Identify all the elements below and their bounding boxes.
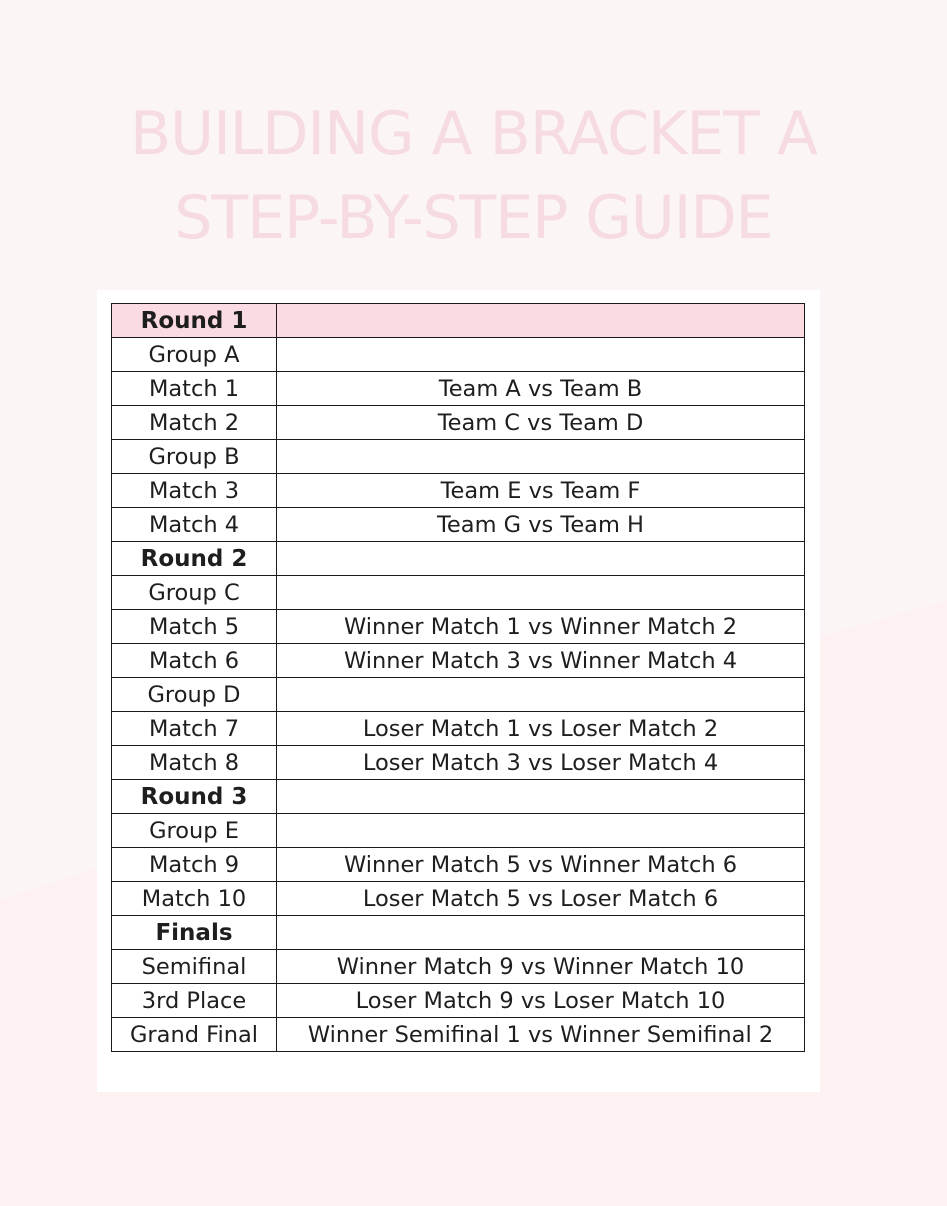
row-label-cell: Match 10 — [112, 882, 277, 916]
section-row — [112, 780, 805, 814]
row-label-cell: Group D — [112, 678, 277, 712]
bracket-table — [111, 303, 805, 1052]
table-row — [112, 848, 805, 882]
section-label-cell: Round 3 — [112, 780, 277, 814]
matchup-cell: Winner Match 3 vs Winner Match 4 — [277, 644, 805, 678]
row-label-cell: Match 7 — [112, 712, 277, 746]
title-line-1: BUILDING A BRACKET A — [130, 99, 817, 169]
section-row — [112, 916, 805, 950]
matchup-cell: Loser Match 9 vs Loser Match 10 — [277, 984, 805, 1018]
table-row — [112, 610, 805, 644]
section-label-cell: Round 1 — [112, 304, 277, 338]
row-label-cell: Grand Final — [112, 1018, 277, 1052]
matchup-cell — [277, 576, 805, 610]
matchup-cell: Winner Match 9 vs Winner Match 10 — [277, 950, 805, 984]
row-label-cell: Match 3 — [112, 474, 277, 508]
row-label-cell: Match 8 — [112, 746, 277, 780]
table-row — [112, 814, 805, 848]
matchup-cell — [277, 916, 805, 950]
row-label-cell: Match 9 — [112, 848, 277, 882]
bracket-table-body — [112, 304, 805, 1052]
row-label-cell: Match 5 — [112, 610, 277, 644]
table-row — [112, 644, 805, 678]
table-row — [112, 882, 805, 916]
row-label-cell: Match 4 — [112, 508, 277, 542]
row-label-cell: Match 6 — [112, 644, 277, 678]
row-label-cell: Match 1 — [112, 372, 277, 406]
matchup-cell: Winner Semifinal 1 vs Winner Semifinal 2 — [277, 1018, 805, 1052]
matchup-cell: Loser Match 3 vs Loser Match 4 — [277, 746, 805, 780]
table-row — [112, 576, 805, 610]
matchup-cell — [277, 780, 805, 814]
matchup-cell: Winner Match 1 vs Winner Match 2 — [277, 610, 805, 644]
matchup-cell: Team A vs Team B — [277, 372, 805, 406]
section-row — [112, 542, 805, 576]
matchup-cell — [277, 678, 805, 712]
table-row — [112, 406, 805, 440]
matchup-cell: Team C vs Team D — [277, 406, 805, 440]
table-row — [112, 678, 805, 712]
row-label-cell: Match 2 — [112, 406, 277, 440]
section-label-cell: Round 2 — [112, 542, 277, 576]
row-label-cell: Group C — [112, 576, 277, 610]
section-row — [112, 304, 805, 338]
matchup-cell: Team G vs Team H — [277, 508, 805, 542]
matchup-cell: Winner Match 5 vs Winner Match 6 — [277, 848, 805, 882]
table-row — [112, 1018, 805, 1052]
title-line-2: STEP-BY-STEP GUIDE — [174, 183, 773, 253]
table-row — [112, 984, 805, 1018]
table-row — [112, 372, 805, 406]
row-label-cell: Group A — [112, 338, 277, 372]
section-label-cell: Finals — [112, 916, 277, 950]
row-label-cell: Semifinal — [112, 950, 277, 984]
table-row — [112, 508, 805, 542]
matchup-cell — [277, 542, 805, 576]
matchup-cell: Loser Match 5 vs Loser Match 6 — [277, 882, 805, 916]
page-title — [0, 92, 947, 260]
table-row — [112, 950, 805, 984]
table-row — [112, 474, 805, 508]
row-label-cell: 3rd Place — [112, 984, 277, 1018]
matchup-cell — [277, 440, 805, 474]
matchup-cell — [277, 338, 805, 372]
matchup-cell: Loser Match 1 vs Loser Match 2 — [277, 712, 805, 746]
matchup-cell — [277, 814, 805, 848]
matchup-cell: Team E vs Team F — [277, 474, 805, 508]
table-row — [112, 712, 805, 746]
row-label-cell: Group E — [112, 814, 277, 848]
matchup-cell — [277, 304, 805, 338]
table-row — [112, 746, 805, 780]
table-row — [112, 440, 805, 474]
table-row — [112, 338, 805, 372]
row-label-cell: Group B — [112, 440, 277, 474]
